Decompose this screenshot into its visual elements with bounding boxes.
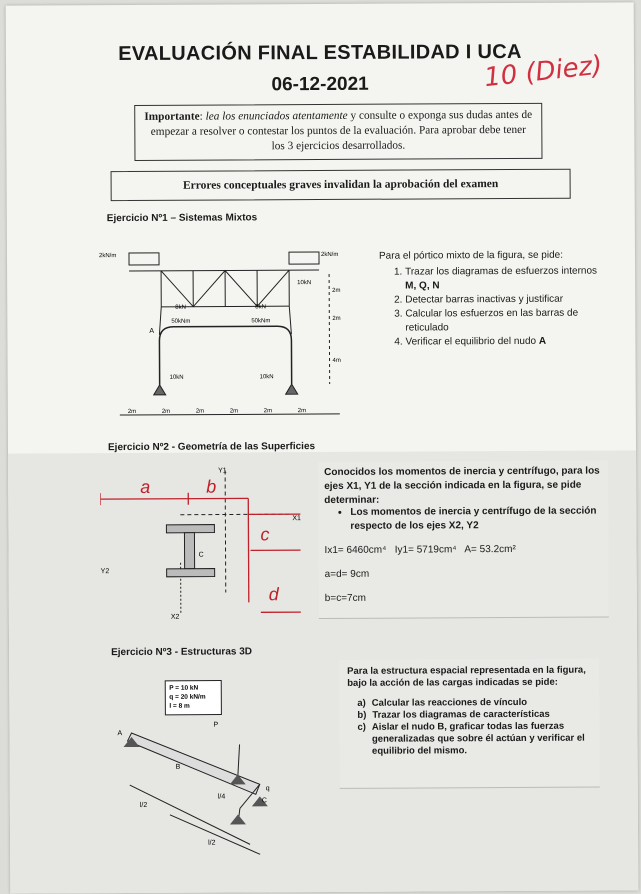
dim-l4: l/4: [217, 793, 226, 801]
dim-c: c: [260, 524, 270, 545]
m-right-label: 50kNm: [251, 318, 271, 325]
dim-b: b: [206, 476, 217, 497]
dim-3: 2m: [195, 408, 205, 415]
q-value-label: q = 20 kN/m: [169, 693, 206, 701]
ex2-section-figure: [100, 462, 321, 623]
load-p-label: P: [213, 721, 219, 729]
exam-title: EVALUACIÓN FINAL ESTABILIDAD I UCA: [118, 40, 522, 66]
exam-page: [6, 2, 639, 893]
ex2-intro: Conocidos los momentos de inercia y centrífugo, para los ejes X1, Y1 de la sección indicada en la figura, se pide determinar:: [324, 465, 600, 506]
ex3-item-b: b) Trazar los diagramas de características: [357, 708, 550, 721]
node-a-label: A: [149, 327, 155, 335]
ad-value: a=d= 9cm: [324, 568, 370, 580]
ex2-bullet: • Los momentos de inercia y centrífugo de la sección respecto de los ejes X2, Y2: [350, 505, 606, 534]
ex2-title: Ejercicio Nº2 - Geometría de las Superficies: [107, 441, 316, 454]
x1-label: X1: [292, 515, 301, 523]
ex1-title: Ejercicio Nº1 – Sistemas Mixtos: [106, 212, 258, 225]
ex1-intro: Para el pórtico mixto de la figura, se pide:: [378, 249, 564, 262]
dim-v1: 2m: [332, 287, 341, 294]
bc-value: b=c=7cm: [324, 592, 366, 604]
ex1-item-1: 1. Trazar los diagramas de esfuerzos internos M, Q, N: [405, 265, 605, 294]
dim-v2: 2m: [332, 315, 341, 322]
p8-right-label: 8kN: [255, 304, 266, 311]
y1-label: Y1: [218, 467, 227, 475]
ex3-item-a: a) Calcular las reacciones de vínculo: [357, 696, 528, 709]
node-a-3d: A: [117, 730, 123, 738]
ex1-item-2: 2. Detectar barras inactivas y justificar: [405, 293, 605, 308]
ex3-statement: [347, 665, 595, 758]
ex1-item-4: 4. Verificar el equilibrio del nudo A: [405, 335, 605, 350]
ex1-frame-figure: [99, 244, 360, 425]
load-box-right: [289, 252, 319, 264]
y2-label: Y2: [100, 568, 110, 576]
ex3-space-figure: [109, 674, 310, 865]
ex2-bullet-list: [324, 503, 606, 534]
load-box-left: [129, 253, 159, 265]
node-b-3d: B: [175, 763, 181, 771]
h-left-label: 10kN: [169, 374, 184, 381]
dim-1: 2m: [127, 408, 137, 416]
dim-6: 2m: [297, 408, 307, 415]
q-left-label: 2kN/m: [98, 253, 117, 260]
p-value-label: P = 10 kN: [169, 684, 199, 692]
dim-2: 2m: [161, 408, 171, 415]
dim-v3: 4m: [332, 357, 341, 364]
handwritten-grade: 10 (Diez): [482, 50, 604, 94]
dim-l2-b: l/2: [208, 839, 216, 847]
p-right-label: 10kN: [297, 280, 312, 287]
important-notice: Importante: lea los enunciados atentamente y consulte o exponga sus dudas antes de empezar a resolver o contestar los puntos de la evaluación. Para aprobar debe tener los 3 ejercicios desarrollados.: [134, 103, 542, 161]
dim-a: a: [140, 476, 151, 497]
centroid-label: C: [198, 551, 204, 559]
h-right-label: 10kN: [259, 374, 274, 381]
node-c-3d: C: [261, 797, 267, 805]
load-q-label: q: [265, 785, 270, 793]
exam-date: 06-12-2021: [271, 73, 369, 96]
ex1-statement: [379, 249, 606, 350]
important-italic: lea los enunciados atentamente: [205, 109, 348, 123]
ex3-intro: Para la estructura espacial representada en la figura, bajo la acción de las cargas indicadas se pide:: [347, 664, 586, 689]
area-value: A= 53.2cm²: [464, 543, 516, 556]
l-value-label: l = 8 m: [169, 702, 190, 710]
ex1-item-3: 3. Calcular los esfuerzos en las barras de reticulado: [405, 307, 605, 336]
ex3-item-c: c) Aislar el nudo B, graficar todas las fuerzas generalizadas que sobre él actúan y verificar el equilibrio del mismo.: [357, 720, 585, 757]
m-left-label: 50kNm: [171, 318, 191, 325]
dim-d: d: [268, 584, 279, 605]
ex3-title: Ejercicio Nº3 - Estructuras 3D: [111, 646, 253, 659]
q-right-label: 2kN/m: [320, 251, 339, 259]
iy1-value: Iy1= 5719cm⁴: [394, 544, 457, 556]
important-text: y consulte o exponga sus dudas antes de empezar a resolver o contestar los puntos de la evaluación. Para aprobar debe tener los 3 ejercicios desarrollados.: [150, 108, 533, 153]
important-label: Importante: [144, 110, 200, 123]
x2-label: X2: [170, 613, 180, 621]
warning-box: Errores conceptuales graves invalidan la aprobación del examen: [111, 169, 571, 201]
dim-l2-a: l/2: [139, 801, 148, 809]
ix1-value: Ix1= 6460cm⁴: [324, 544, 387, 556]
dim-4: 2m: [229, 408, 239, 415]
ex2-values: [325, 543, 607, 558]
dim-5: 2m: [263, 408, 273, 415]
p8-left-label: 8kN: [175, 304, 186, 311]
